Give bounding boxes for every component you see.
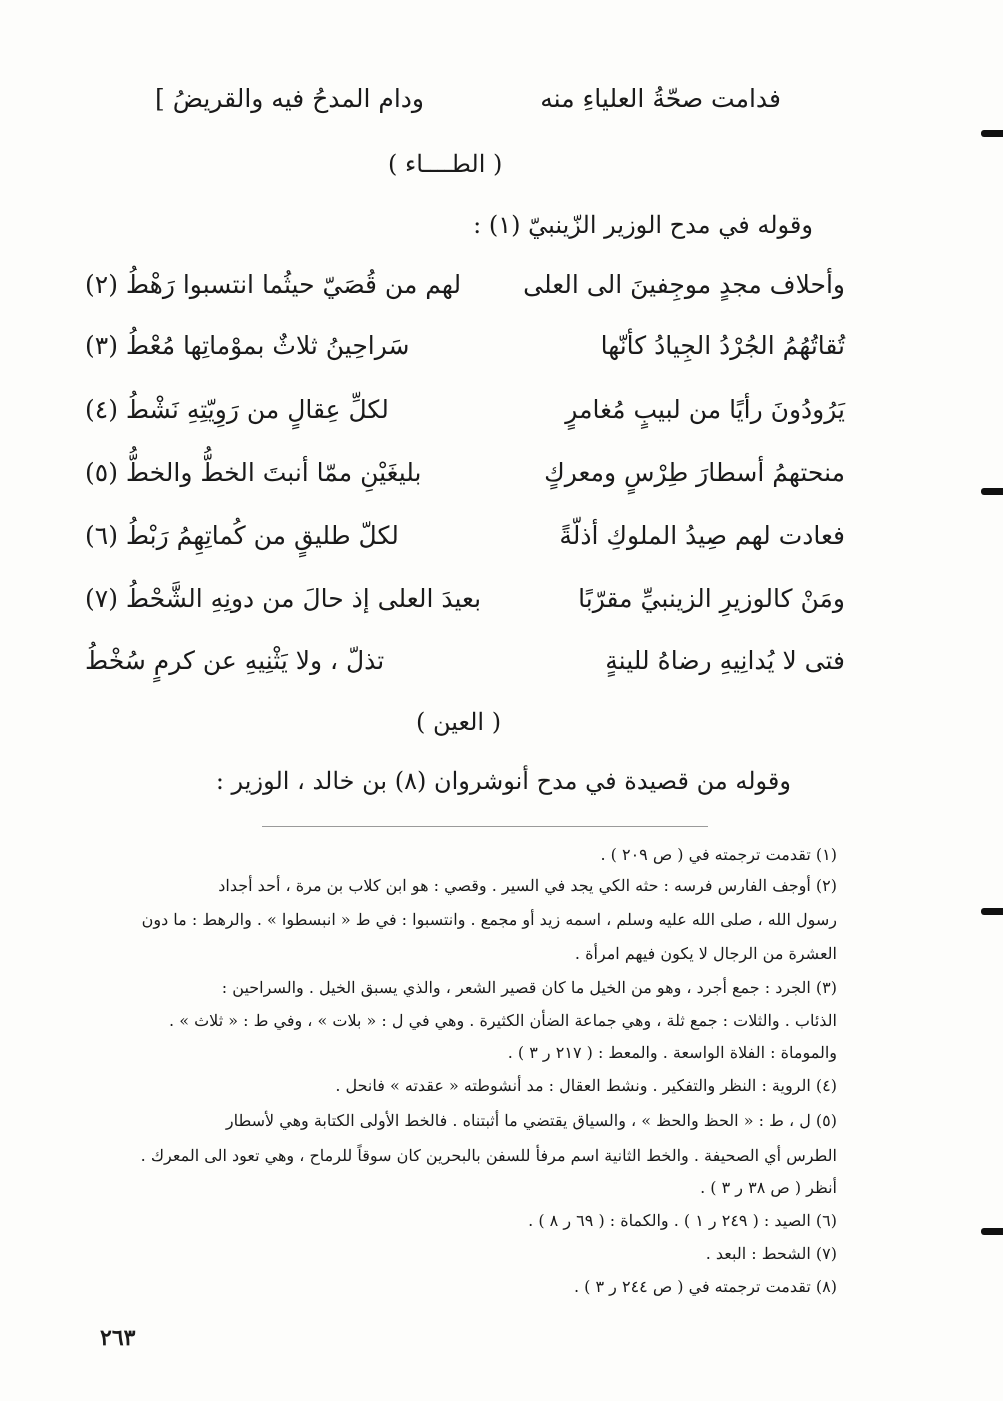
verse-left-hemistich: تذلّ ، ولا يَثْنِيهِ عن كرمٍ سُخْطُ	[85, 646, 385, 675]
verse-left-hemistich: لكلِّ عِقالٍ من رَوِيّتِهِ نَشْطُ (٤)	[85, 395, 389, 424]
verse-right-hemistich: فتى لا يُدانِيهِ رضاهُ للينةٍ	[605, 646, 845, 675]
footnote-3-continued: والموماة : الفلاة الواسعة . والمعط : ( ٢١٧ ر ٣ ) .	[507, 1043, 837, 1062]
footnote-divider	[262, 826, 708, 827]
section-heading-ta: ( الطــــاء )	[388, 150, 503, 178]
verse-left-hemistich: سَراحِينُ ثلاثٌ بموْماتِها مُعْطُ (٣)	[85, 331, 410, 360]
verse-left-hemistich: لهم من قُصَيّ حيثُما انتسبوا رَهْطُ (٢)	[85, 270, 462, 299]
verse-left-hemistich: بليغَيْنِ ممّا أنبتَ الخطُّ والخطُّ (٥)	[85, 458, 422, 487]
verse-right-hemistich: يَرُودُونَ رأيًا من لبيبٍ مُغامرٍ	[565, 395, 845, 424]
verse-left-hemistich: لكلّ طليقٍ من كُماتِهِمُ رَبْطُ (٦)	[85, 521, 399, 550]
footnote-1: (١) تقدمت ترجمته في ( ص ٢٠٩ ) .	[600, 845, 837, 864]
scan-edge-mark	[981, 1228, 1003, 1235]
intro-line-ayn: وقوله من قصيدة في مدح أنوشروان (٨) بن خالد ، الوزير :	[215, 767, 791, 795]
scan-edge-mark	[981, 908, 1003, 915]
section-heading-ayn: ( العين )	[416, 708, 502, 736]
footnote-2: (٢) أوجف الفارس فرسه : حثه الكي يجد في السير . وقصي : هو ابن كلاب بن مرة ، أحد أجداد	[218, 876, 837, 895]
verse-left-hemistich: بعيدَ العلى إذ حالَ من دونِهِ الشَّحْطُ (٧)	[85, 584, 482, 613]
footnote-2-continued: رسول الله ، صلى الله عليه وسلم ، اسمه زيد أو مجمع . وانتسبوا : في ط « انبسطوا » . والرهط : ما دون	[141, 910, 837, 929]
verse-right-hemistich: وأحلاف مجدٍ موجِفينَ الى العلى	[523, 270, 845, 299]
scan-edge-mark	[981, 130, 1003, 137]
footnote-5-continued: أنظر ( ص ٣٨ ر ٣ ) .	[700, 1178, 837, 1197]
verse-right-hemistich: تُقاتُهُمُ الجُرْدُ الجِيادُ كأنّها	[600, 331, 845, 360]
footnote-2-continued: العشرة من الرجال لا يكون فيهم امرأة .	[574, 944, 837, 963]
top-verse-left-hemistich: ودام المدحُ فيه والقريضُ ]	[155, 84, 425, 113]
verse-right-hemistich: فعادت لهم صِيدُ الملوكِ أذلّةً	[559, 521, 845, 550]
footnote-4: (٤) الروية : النظر والتفكير . ونشط العقال : مد أنشوطته « عقدته » فانحل .	[335, 1076, 837, 1095]
page-number: ٢٦٣	[100, 1325, 136, 1351]
verse-right-hemistich: منحتهمُ أسطارَ طِرْسٍ ومعركٍ	[544, 458, 845, 487]
footnote-8: (٨) تقدمت ترجمته في ( ص ٢٤٤ ر ٣ ) .	[573, 1277, 837, 1296]
intro-line-ta: وقوله في مدح الوزير الزّينبيّ (١) :	[473, 211, 813, 239]
scan-edge-mark	[981, 488, 1003, 495]
footnote-5: (٥) ل ، ط : « الحظ والحظ » ، والسياق يقتضي ما أثبتناه . فالخط الأولى الكتابة وهي لأسطار	[225, 1111, 837, 1130]
footnote-3: (٣) الجرد : جمع أجرد ، وهو من الخيل ما كان قصير الشعر ، والذي يسبق الخيل . والسراحين :	[221, 978, 837, 997]
top-verse-right-hemistich: فدامت صحّةُ العلياءِ منه	[540, 84, 781, 113]
footnote-5-continued: الطرس أي الصحيفة . والخط الثانية اسم مرفأ للسفن بالبحرين كان سوقاً للرماح ، وهي تعود الى المعرك .	[140, 1146, 837, 1165]
footnote-6: (٦) الصيد : ( ٢٤٩ ر ١ ) . والكماة : ( ٦٩ ر ٨ ) .	[528, 1211, 837, 1230]
footnote-3-continued: الذئاب . والثلات : جمع ثلة ، وهي جماعة الضأن الكثيرة . وهي في ل : « بلات » ، وفي ط : « ثلاث » .	[169, 1011, 837, 1030]
verse-right-hemistich: ومَنْ كالوزيرِ الزينبيِّ مقرّبًا	[578, 584, 845, 613]
footnote-7: (٧) الشحط : البعد .	[705, 1244, 837, 1263]
